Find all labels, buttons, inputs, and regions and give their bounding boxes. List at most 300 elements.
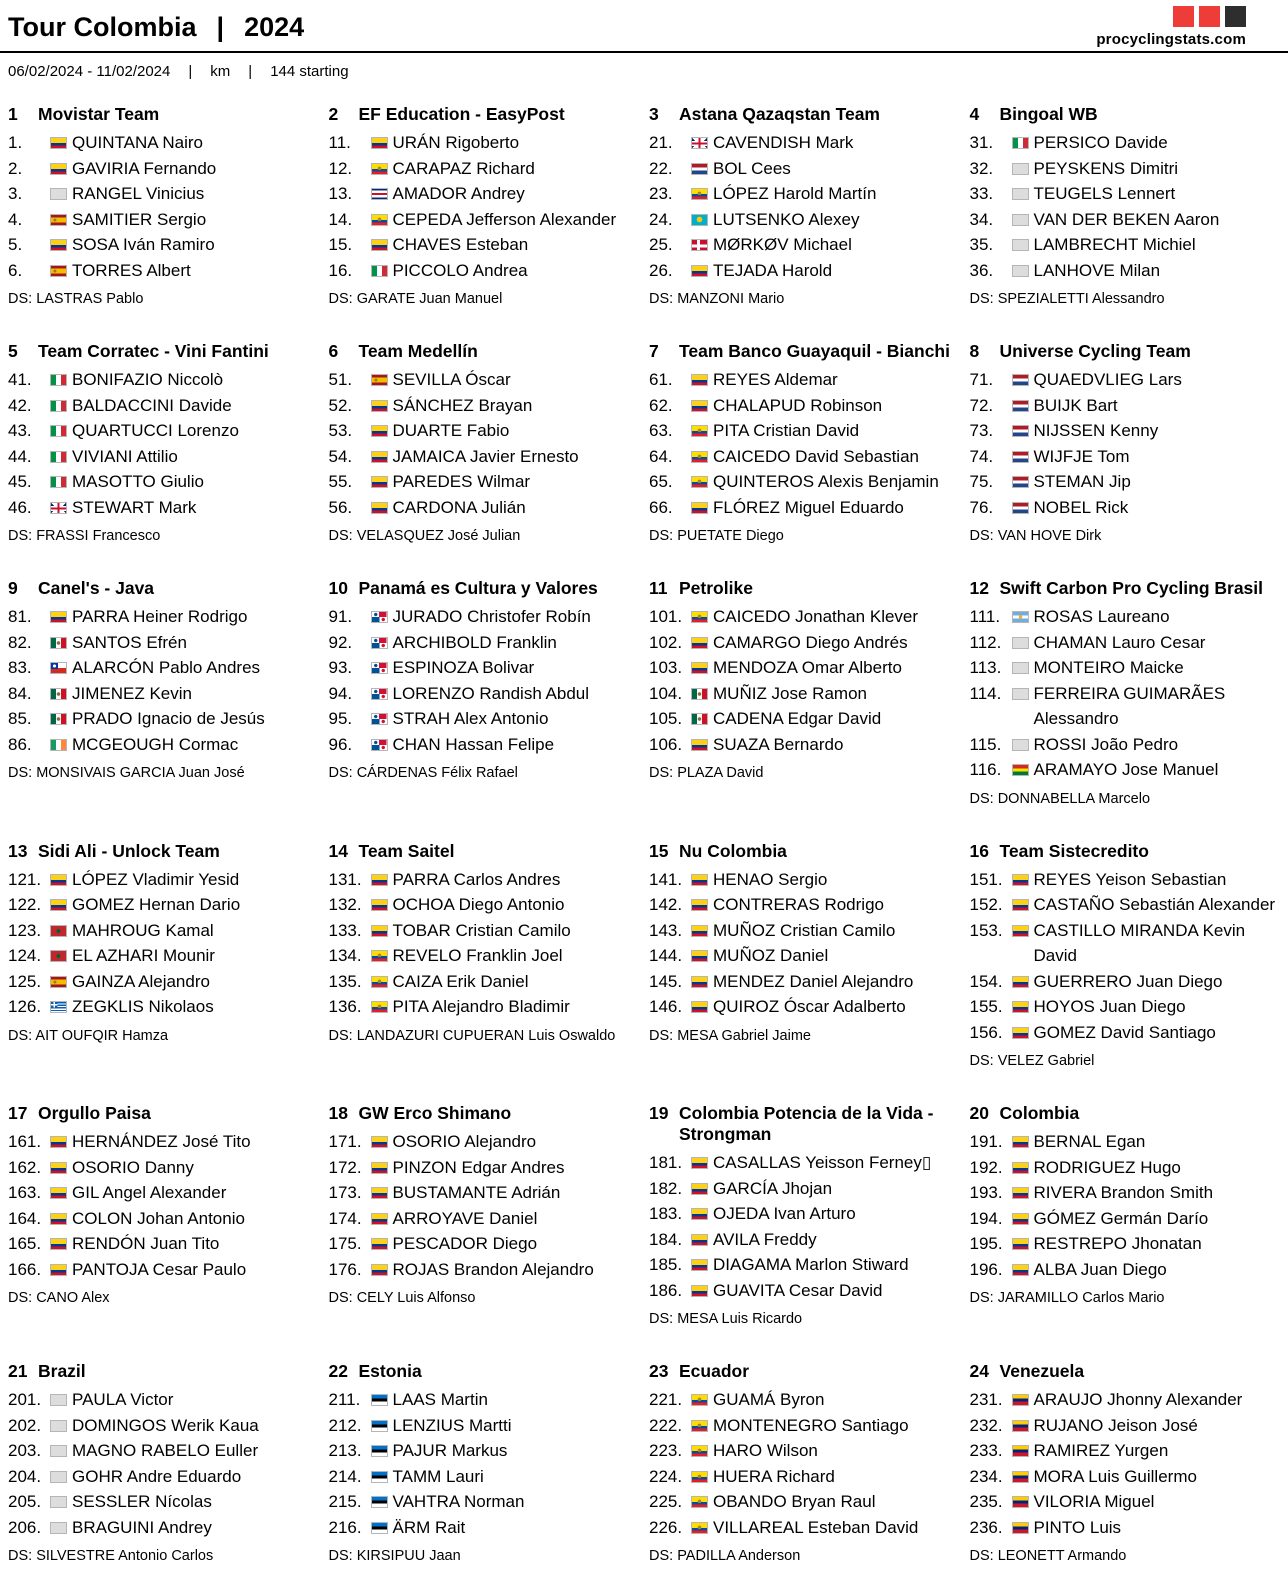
rider-name[interactable]: JAMAICA Javier Ernesto	[392, 446, 579, 466]
flag-es-icon	[50, 214, 67, 226]
team-name[interactable]: Brazil	[38, 1361, 86, 1381]
rider-name[interactable]: RAMIREZ Yurgen	[1033, 1441, 1169, 1460]
team-name[interactable]: Movistar Team	[38, 104, 160, 124]
rider-row	[8, 418, 319, 444]
rider-name[interactable]: GOHR Andre Eduardo	[72, 1466, 242, 1486]
rider-name[interactable]: PAREDES Wilmar	[392, 472, 531, 491]
rider-name[interactable]: BONIFAZIO Niccolò	[72, 370, 224, 389]
rider-name[interactable]: CAICEDO Jonathan Klever	[713, 607, 919, 626]
team-header	[329, 1103, 640, 1124]
rider-row	[970, 1438, 1281, 1464]
rider-row	[329, 469, 640, 495]
team-header	[649, 104, 960, 125]
rider-row	[8, 181, 319, 207]
flag-es-icon	[50, 265, 67, 277]
rider-name[interactable]: MONTEIRO Maicke	[1033, 658, 1184, 677]
rider-row	[329, 232, 640, 258]
team-name[interactable]: Team Medellín	[358, 341, 478, 361]
rider-number: 223.	[649, 1441, 683, 1460]
rider-name[interactable]: OJEDA Ivan Arturo	[713, 1204, 856, 1223]
flag-co-icon	[1012, 899, 1029, 911]
rider-name[interactable]: PINTO Luis	[1033, 1517, 1122, 1537]
flag-ie-icon	[50, 739, 67, 751]
rider-row	[970, 495, 1281, 521]
rider-number: 44.	[8, 446, 32, 466]
ds-line: DS: PLAZA David	[649, 765, 764, 781]
rider-name[interactable]: PANTOJA Cesar Paulo	[72, 1259, 247, 1279]
rider-number: 146.	[649, 997, 683, 1016]
team-name[interactable]: Colombia Potencia de la Vida - Strongman	[679, 1103, 934, 1144]
rider-row	[8, 495, 319, 521]
team-name[interactable]: Swift Carbon Pro Cycling Brasil	[999, 578, 1264, 598]
rider-name[interactable]: PERSICO Davide	[1033, 133, 1168, 152]
riders-list	[970, 1129, 1281, 1282]
ds-line: DS: CÁRDENAS Félix Rafael	[328, 765, 518, 781]
team-header	[970, 104, 1281, 125]
rider-name[interactable]: STEMAN Jip	[1033, 472, 1131, 491]
rider-row	[970, 892, 1281, 918]
rider-number: 3.	[8, 184, 23, 203]
rider-name[interactable]: VAHTRA Norman	[392, 1492, 525, 1511]
rider-name[interactable]: MENDOZA Omar Alberto	[713, 658, 902, 677]
rider-name[interactable]: MUÑOZ Cristian Camilo	[713, 920, 896, 940]
rider-name[interactable]: TAMM Lauri	[392, 1466, 484, 1486]
rider-name[interactable]: STEWART Mark	[72, 497, 197, 517]
rider-number: 75.	[969, 472, 994, 491]
rider-name[interactable]: VILORIA Miguel	[1033, 1492, 1155, 1511]
rider-name[interactable]: GUAVITA Cesar David	[713, 1280, 883, 1300]
starting-count: 144 starting	[270, 63, 349, 80]
rider-name[interactable]: CAICEDO David Sebastian	[713, 446, 919, 466]
rider-name[interactable]: MØRKØV Michael	[713, 235, 852, 254]
rider-name[interactable]: GAINZA Alejandro	[72, 971, 210, 991]
rider-name[interactable]: OSORIO Danny	[72, 1157, 194, 1177]
rider-name[interactable]: VAN DER BEKEN Aaron	[1033, 209, 1220, 229]
rider-name[interactable]: PINZON Edgar Andres	[392, 1157, 565, 1177]
team-name[interactable]: Team Corratec - Vini Fantini	[38, 341, 269, 361]
rider-row	[649, 655, 960, 681]
rider-name[interactable]: BOL Cees	[713, 158, 791, 178]
team-name[interactable]: Sidi Ali - Unlock Team	[38, 840, 220, 861]
rider-name[interactable]: VILLAREAL Esteban David	[713, 1517, 919, 1537]
rider-name[interactable]: CASTILLO MIRANDA Kevin David	[1033, 920, 1246, 965]
rider-name[interactable]: HOYOS Juan Diego	[1033, 997, 1186, 1016]
rider-name[interactable]: TOBAR Cristian Camilo	[392, 920, 571, 940]
team-name[interactable]: Ecuador	[679, 1361, 750, 1381]
rider-row	[970, 969, 1281, 995]
rider-row	[649, 232, 960, 258]
rider-name[interactable]: MENDEZ Daniel Alejandro	[713, 971, 914, 991]
rider-name[interactable]: GUERRERO Juan Diego	[1033, 971, 1223, 991]
ds-line: DS: LANDAZURI CUPUERAN Luis Oswaldo	[328, 1027, 616, 1044]
rider-name[interactable]: ROSAS Laureano	[1033, 607, 1170, 626]
rider-name[interactable]: GÓMEZ Germán Darío	[1033, 1208, 1209, 1228]
rider-name[interactable]: RUJANO Jeison José	[1033, 1415, 1198, 1435]
rider-name[interactable]: MUÑOZ Daniel	[713, 946, 829, 965]
rider-number: 86.	[8, 734, 32, 754]
rider-name[interactable]: GOMEZ Hernan Dario	[72, 895, 241, 914]
rider-name[interactable]: LÓPEZ Vladimir Yesid	[72, 869, 240, 889]
rider-name[interactable]: OBANDO Bryan Raul	[713, 1492, 876, 1511]
team-block	[970, 1361, 1281, 1566]
flag-pa-icon	[371, 611, 388, 623]
riders-list	[649, 1387, 960, 1540]
rider-name[interactable]: TORRES Albert	[72, 260, 191, 280]
rider-number: 113.	[969, 658, 1002, 677]
rider-name[interactable]: HARO Wilson	[713, 1441, 818, 1460]
rider-row	[329, 1515, 640, 1541]
rider-number: 131.	[328, 869, 362, 889]
rider-number: 103.	[649, 658, 683, 677]
rider-row	[970, 1155, 1281, 1181]
rider-name[interactable]: MASOTTO Giulio	[72, 472, 204, 491]
rider-name[interactable]: LENZIUS Martti	[392, 1415, 512, 1435]
rider-name[interactable]: CAMARGO Diego Andrés	[713, 632, 908, 652]
rider-number: 111.	[969, 607, 1001, 626]
rider-name[interactable]: EL AZHARI Mounir	[72, 946, 215, 965]
page-title: Tour Colombia	[8, 12, 197, 42]
flag-br-icon	[1012, 662, 1029, 674]
rider-name[interactable]: CONTRERAS Rodrigo	[713, 895, 884, 914]
rider-name[interactable]: DOMINGOS Werik Kaua	[72, 1415, 259, 1435]
rider-name[interactable]: BUIJK Bart	[1033, 395, 1118, 415]
flag-co-icon	[50, 1162, 67, 1174]
team-name[interactable]: Team Saitel	[358, 840, 455, 861]
rider-name[interactable]: BALDACCINI Davide	[72, 395, 232, 415]
rider-name[interactable]: NIJSSEN Kenny	[1033, 421, 1159, 440]
flag-co-icon	[691, 739, 708, 751]
team-name[interactable]: Estonia	[358, 1361, 422, 1381]
rider-name[interactable]: REYES Yeison Sebastian	[1033, 869, 1227, 889]
rider-name[interactable]: RANGEL Vinicius	[72, 184, 205, 203]
rider-name[interactable]: RENDÓN Juan Tito	[72, 1234, 220, 1253]
rider-name[interactable]: AMADOR Andrey	[392, 184, 525, 203]
rider-name[interactable]: LAMBRECHT Michiel	[1033, 235, 1196, 254]
rider-name[interactable]: FERREIRA GUIMARÃES Alessandro	[1033, 683, 1226, 728]
rider-row	[970, 1387, 1281, 1413]
rider-name[interactable]: STRAH Alex Antonio	[392, 709, 549, 728]
rider-name[interactable]: BRAGUINI Andrey	[72, 1517, 212, 1537]
rider-name[interactable]: OCHOA Diego Antonio	[392, 895, 565, 914]
rider-name[interactable]: REYES Aldemar	[713, 370, 838, 389]
rider-name[interactable]: CHAMAN Lauro Cesar	[1033, 632, 1206, 652]
rider-number: 185.	[649, 1255, 683, 1274]
flag-co-icon	[691, 637, 708, 649]
rider-name[interactable]: LÓPEZ Harold Martín	[713, 184, 877, 203]
rider-name[interactable]: SANTOS Efrén	[72, 632, 187, 652]
team-name[interactable]: Team Sistecredito	[999, 840, 1149, 861]
flag-co-icon	[1012, 1162, 1029, 1174]
site-name[interactable]: procyclingstats.com	[1096, 31, 1246, 48]
rider-name[interactable]: PRADO Ignacio de Jesús	[72, 709, 265, 728]
rider-row	[649, 1201, 960, 1227]
flag-co-icon	[1012, 1213, 1029, 1225]
rider-number: 201.	[8, 1390, 42, 1409]
rider-row	[649, 1176, 960, 1202]
team-name[interactable]: Panamá es Cultura y Valores	[358, 578, 598, 598]
rider-row	[8, 706, 319, 732]
rider-name[interactable]: CARAPAZ Richard	[392, 158, 535, 178]
rider-name[interactable]: ARCHIBOLD Franklin	[392, 632, 557, 652]
rider-number: 116.	[969, 760, 1002, 779]
team-number: 2	[328, 104, 339, 124]
rider-name[interactable]: PITA Cristian David	[713, 421, 860, 440]
rider-name[interactable]: BUSTAMANTE Adrián	[392, 1183, 561, 1202]
team-block	[8, 841, 319, 1046]
rider-name[interactable]: SOSA Iván Ramiro	[72, 235, 215, 254]
rider-name[interactable]: CARDONA Julián	[392, 497, 526, 517]
rider-name[interactable]: AVILA Freddy	[713, 1229, 817, 1249]
rider-name[interactable]: GUAMÁ Byron	[713, 1390, 825, 1409]
rider-name[interactable]: VIVIANI Attilio	[72, 446, 178, 466]
rider-name[interactable]: GARCÍA Jhojan	[713, 1178, 833, 1198]
flag-co-icon	[691, 1208, 708, 1220]
rider-name[interactable]: LORENZO Randish Abdul	[392, 683, 590, 703]
riders-list	[329, 367, 640, 520]
rider-name[interactable]: SUAZA Bernardo	[713, 734, 844, 754]
rider-name[interactable]: COLON Johan Antonio	[72, 1208, 245, 1228]
riders-list	[649, 867, 960, 1020]
rider-name[interactable]: HERNÁNDEZ José Tito	[72, 1132, 251, 1151]
flag-ec-icon	[691, 1496, 708, 1508]
flag-co-icon	[691, 1183, 708, 1195]
rider-name[interactable]: URÁN Rigoberto	[392, 133, 520, 152]
rider-name[interactable]: PITA Alejandro Bladimir	[392, 997, 570, 1016]
team-name[interactable]: Venezuela	[999, 1361, 1085, 1381]
ds-line: DS: SILVESTRE Antonio Carlos	[8, 1548, 214, 1564]
rider-name[interactable]: MONTENEGRO Santiago	[713, 1415, 909, 1435]
rider-name[interactable]: ARAUJO Jhonny Alexander	[1033, 1390, 1243, 1409]
flag-co-icon	[1012, 1001, 1029, 1013]
race-distance: km	[210, 63, 231, 80]
rider-name[interactable]: CASTAÑO Sebastián Alexander	[1033, 895, 1276, 914]
team-name[interactable]: Bingoal WB	[999, 104, 1098, 124]
flag-ve-icon	[1012, 1394, 1029, 1406]
team-header	[970, 341, 1281, 362]
rider-name[interactable]: QUIROZ Óscar Adalberto	[713, 997, 906, 1016]
flag-co-icon	[50, 163, 67, 175]
rider-name[interactable]: CAIZA Erik Daniel	[392, 971, 529, 991]
rider-name[interactable]: RESTREPO Jhonatan	[1033, 1234, 1202, 1253]
team-name[interactable]: Colombia	[999, 1103, 1080, 1123]
ds-line: DS: PADILLA Anderson	[649, 1548, 801, 1564]
rider-row	[8, 1464, 319, 1490]
logo-square-red-icon	[1173, 6, 1194, 27]
flag-ec-icon	[371, 163, 388, 175]
rider-name[interactable]: PAULA Victor	[72, 1390, 174, 1409]
team-name[interactable]: Petrolike	[679, 578, 753, 598]
flag-dk-icon	[691, 239, 708, 251]
rider-row	[329, 892, 640, 918]
flag-it-icon	[50, 425, 67, 437]
team-name[interactable]: Canel's - Java	[38, 578, 155, 598]
race-info-bar	[0, 53, 1288, 92]
rider-number: 51.	[328, 370, 353, 389]
rider-name[interactable]: MUÑIZ Jose Ramon	[713, 683, 867, 703]
rider-name[interactable]: PARRA Carlos Andres	[392, 869, 561, 889]
rider-name[interactable]: GOMEZ David Santiago	[1033, 1022, 1216, 1042]
riders-list	[329, 1129, 640, 1282]
rider-number: 56.	[328, 497, 353, 517]
ds-line: DS: LASTRAS Pablo	[8, 291, 144, 307]
rider-row	[329, 918, 640, 944]
team-number: 9	[8, 578, 18, 598]
rider-name[interactable]: SÁNCHEZ Brayan	[392, 395, 533, 415]
rider-name[interactable]: ALBA Juan Diego	[1033, 1259, 1167, 1279]
ds-line: DS: MANZONI Mario	[649, 291, 785, 307]
rider-name[interactable]: CHAN Hassan Felipe	[392, 734, 555, 754]
rider-name[interactable]: LAAS Martin	[392, 1390, 488, 1409]
rider-number: 53.	[328, 421, 353, 440]
team-name[interactable]: Team Banco Guayaquil - Bianchi	[679, 341, 950, 361]
rider-name[interactable]: NOBEL Rick	[1033, 497, 1129, 517]
team-name[interactable]: Universe Cycling Team	[999, 341, 1191, 361]
team-header	[329, 104, 640, 125]
flag-co-icon	[371, 425, 388, 437]
rider-name[interactable]: PAJUR Markus	[392, 1441, 508, 1460]
flag-bo-icon	[1012, 764, 1029, 776]
ds-line: DS: CANO Alex	[8, 1290, 110, 1306]
rider-name[interactable]: HUERA Richard	[713, 1466, 835, 1486]
flag-pa-icon	[371, 637, 388, 649]
flag-co-icon	[1012, 1264, 1029, 1276]
rider-number: 222.	[649, 1415, 683, 1435]
rider-name[interactable]: PARRA Heiner Rodrigo	[72, 607, 248, 626]
rider-name[interactable]: ÄRM Rait	[392, 1517, 466, 1537]
team-number: 3	[649, 104, 659, 124]
rider-name[interactable]: SESSLER Nícolas	[72, 1492, 212, 1511]
team-header	[8, 841, 319, 862]
rider-name[interactable]: MAHROUG Kamal	[72, 920, 214, 940]
rider-row	[8, 1129, 319, 1155]
riders-list	[329, 604, 640, 757]
flag-br-icon	[50, 1471, 67, 1483]
rider-row	[8, 232, 319, 258]
rider-row	[8, 655, 319, 681]
team-header	[649, 1103, 960, 1145]
rider-name[interactable]: ESPINOZA Bolivar	[392, 658, 535, 677]
rider-number: 15.	[328, 235, 353, 254]
flag-br-icon	[1012, 688, 1029, 700]
rider-row	[8, 969, 319, 995]
rider-number: 13.	[328, 184, 353, 203]
rider-name[interactable]: SAMITIER Sergio	[72, 209, 207, 229]
rider-name[interactable]: CASALLAS Yeisson Ferney▯	[713, 1153, 932, 1172]
flag-co-icon	[371, 1238, 388, 1250]
rider-name[interactable]: QUINTANA Nairo	[72, 133, 203, 152]
team-header	[8, 341, 319, 362]
rider-name[interactable]: RODRIGUEZ Hugo	[1033, 1157, 1181, 1177]
rider-name[interactable]: ZEGKLIS Nikolaos	[72, 997, 214, 1016]
rider-name[interactable]: ROJAS Brandon Alejandro	[392, 1259, 594, 1279]
rider-name[interactable]: MCGEOUGH Cormac	[72, 734, 239, 754]
rider-number: 41.	[8, 370, 32, 389]
rider-name[interactable]: HENAO Sergio	[713, 869, 828, 889]
rider-row	[970, 181, 1281, 207]
rider-name[interactable]: MORA Luis Guillermo	[1033, 1466, 1197, 1486]
rider-name[interactable]: LANHOVE Milan	[1033, 260, 1161, 280]
rider-name[interactable]: TEJADA Harold	[713, 260, 833, 280]
rider-name[interactable]: JIMENEZ Kevin	[72, 683, 192, 703]
rider-name[interactable]: DUARTE Fabio	[392, 421, 510, 440]
flag-co-icon	[50, 1187, 67, 1199]
startlist-grid	[0, 92, 1288, 1590]
riders-list	[649, 604, 960, 757]
rider-row	[970, 630, 1281, 656]
rider-name[interactable]: TEUGELS Lennert	[1033, 184, 1176, 203]
rider-name[interactable]: MAGNO RABELO Euller	[72, 1441, 259, 1460]
rider-number: 32.	[969, 158, 994, 178]
rider-number: 221.	[649, 1390, 683, 1409]
rider-name[interactable]: RIVERA Brandon Smith	[1033, 1183, 1214, 1202]
rider-name[interactable]: OSORIO Alejandro	[392, 1132, 537, 1151]
rider-name[interactable]: ARAMAYO Jose Manuel	[1033, 760, 1219, 779]
rider-number: 52.	[328, 395, 353, 415]
team-number: 15	[649, 840, 669, 861]
team-name[interactable]: EF Education - EasyPost	[358, 104, 565, 124]
flag-mx-icon	[50, 688, 67, 700]
rider-name[interactable]: ROSSI João Pedro	[1033, 734, 1179, 754]
rider-name[interactable]: LUTSENKO Alexey	[713, 209, 860, 229]
rider-name[interactable]: PICCOLO Andrea	[392, 260, 528, 280]
rider-number: 202.	[8, 1415, 42, 1435]
team-name[interactable]: GW Erco Shimano	[358, 1103, 512, 1123]
rider-row	[970, 994, 1281, 1020]
team-name[interactable]: Nu Colombia	[679, 840, 787, 861]
rider-row	[8, 367, 319, 393]
rider-name[interactable]: PEYSKENS Dimitri	[1033, 158, 1179, 178]
rider-name[interactable]: GIL Angel Alexander	[72, 1183, 227, 1202]
rider-name[interactable]: CADENA Edgar David	[713, 709, 882, 728]
team-block	[329, 1103, 640, 1308]
rider-name[interactable]: CHAVES Esteban	[392, 235, 529, 254]
flag-co-icon	[1012, 925, 1029, 937]
rider-number: 64.	[649, 446, 673, 466]
rider-name[interactable]: QUAEDVLIEG Lars	[1033, 370, 1182, 389]
rider-row	[8, 867, 319, 893]
team-name[interactable]: Orgullo Paisa	[38, 1103, 151, 1123]
rider-name[interactable]: QUARTUCCI Lorenzo	[72, 421, 239, 440]
rider-row	[970, 1413, 1281, 1439]
rider-name[interactable]: BERNAL Egan	[1033, 1132, 1146, 1151]
rider-name[interactable]: WIJFJE Tom	[1033, 446, 1130, 466]
team-block	[649, 1103, 960, 1329]
rider-row	[970, 604, 1281, 630]
rider-name[interactable]: CAVENDISH Mark	[713, 133, 854, 152]
site-logo[interactable]	[1096, 6, 1246, 48]
rider-name[interactable]: CEPEDA Jefferson Alexander	[392, 209, 617, 229]
rider-number: 215.	[328, 1492, 362, 1511]
rider-name[interactable]: ALARCÓN Pablo Andres	[72, 658, 261, 677]
rider-name[interactable]: CHALAPUD Robinson	[713, 395, 883, 415]
rider-name[interactable]: SEVILLA Óscar	[392, 370, 511, 389]
flag-ve-icon	[1012, 1420, 1029, 1432]
rider-name[interactable]: REVELO Franklin Joel	[392, 946, 563, 965]
rider-row	[329, 207, 640, 233]
flag-ee-icon	[371, 1522, 388, 1534]
rider-name[interactable]: FLÓREZ Miguel Eduardo	[713, 497, 904, 517]
rider-row	[970, 1257, 1281, 1283]
team-name[interactable]: Astana Qazaqstan Team	[679, 104, 880, 124]
rider-name[interactable]: ARROYAVE Daniel	[392, 1208, 538, 1228]
rider-row	[329, 604, 640, 630]
rider-number: 163.	[8, 1183, 42, 1202]
rider-name[interactable]: PESCADOR Diego	[392, 1234, 538, 1253]
rider-name[interactable]: QUINTEROS Alexis Benjamin	[713, 472, 939, 491]
rider-name[interactable]: DIAGAMA Marlon Stiward	[713, 1255, 909, 1274]
rider-name[interactable]: JURADO Christofer Robín	[392, 607, 591, 626]
rider-name[interactable]: GAVIRIA Fernando	[72, 158, 217, 178]
